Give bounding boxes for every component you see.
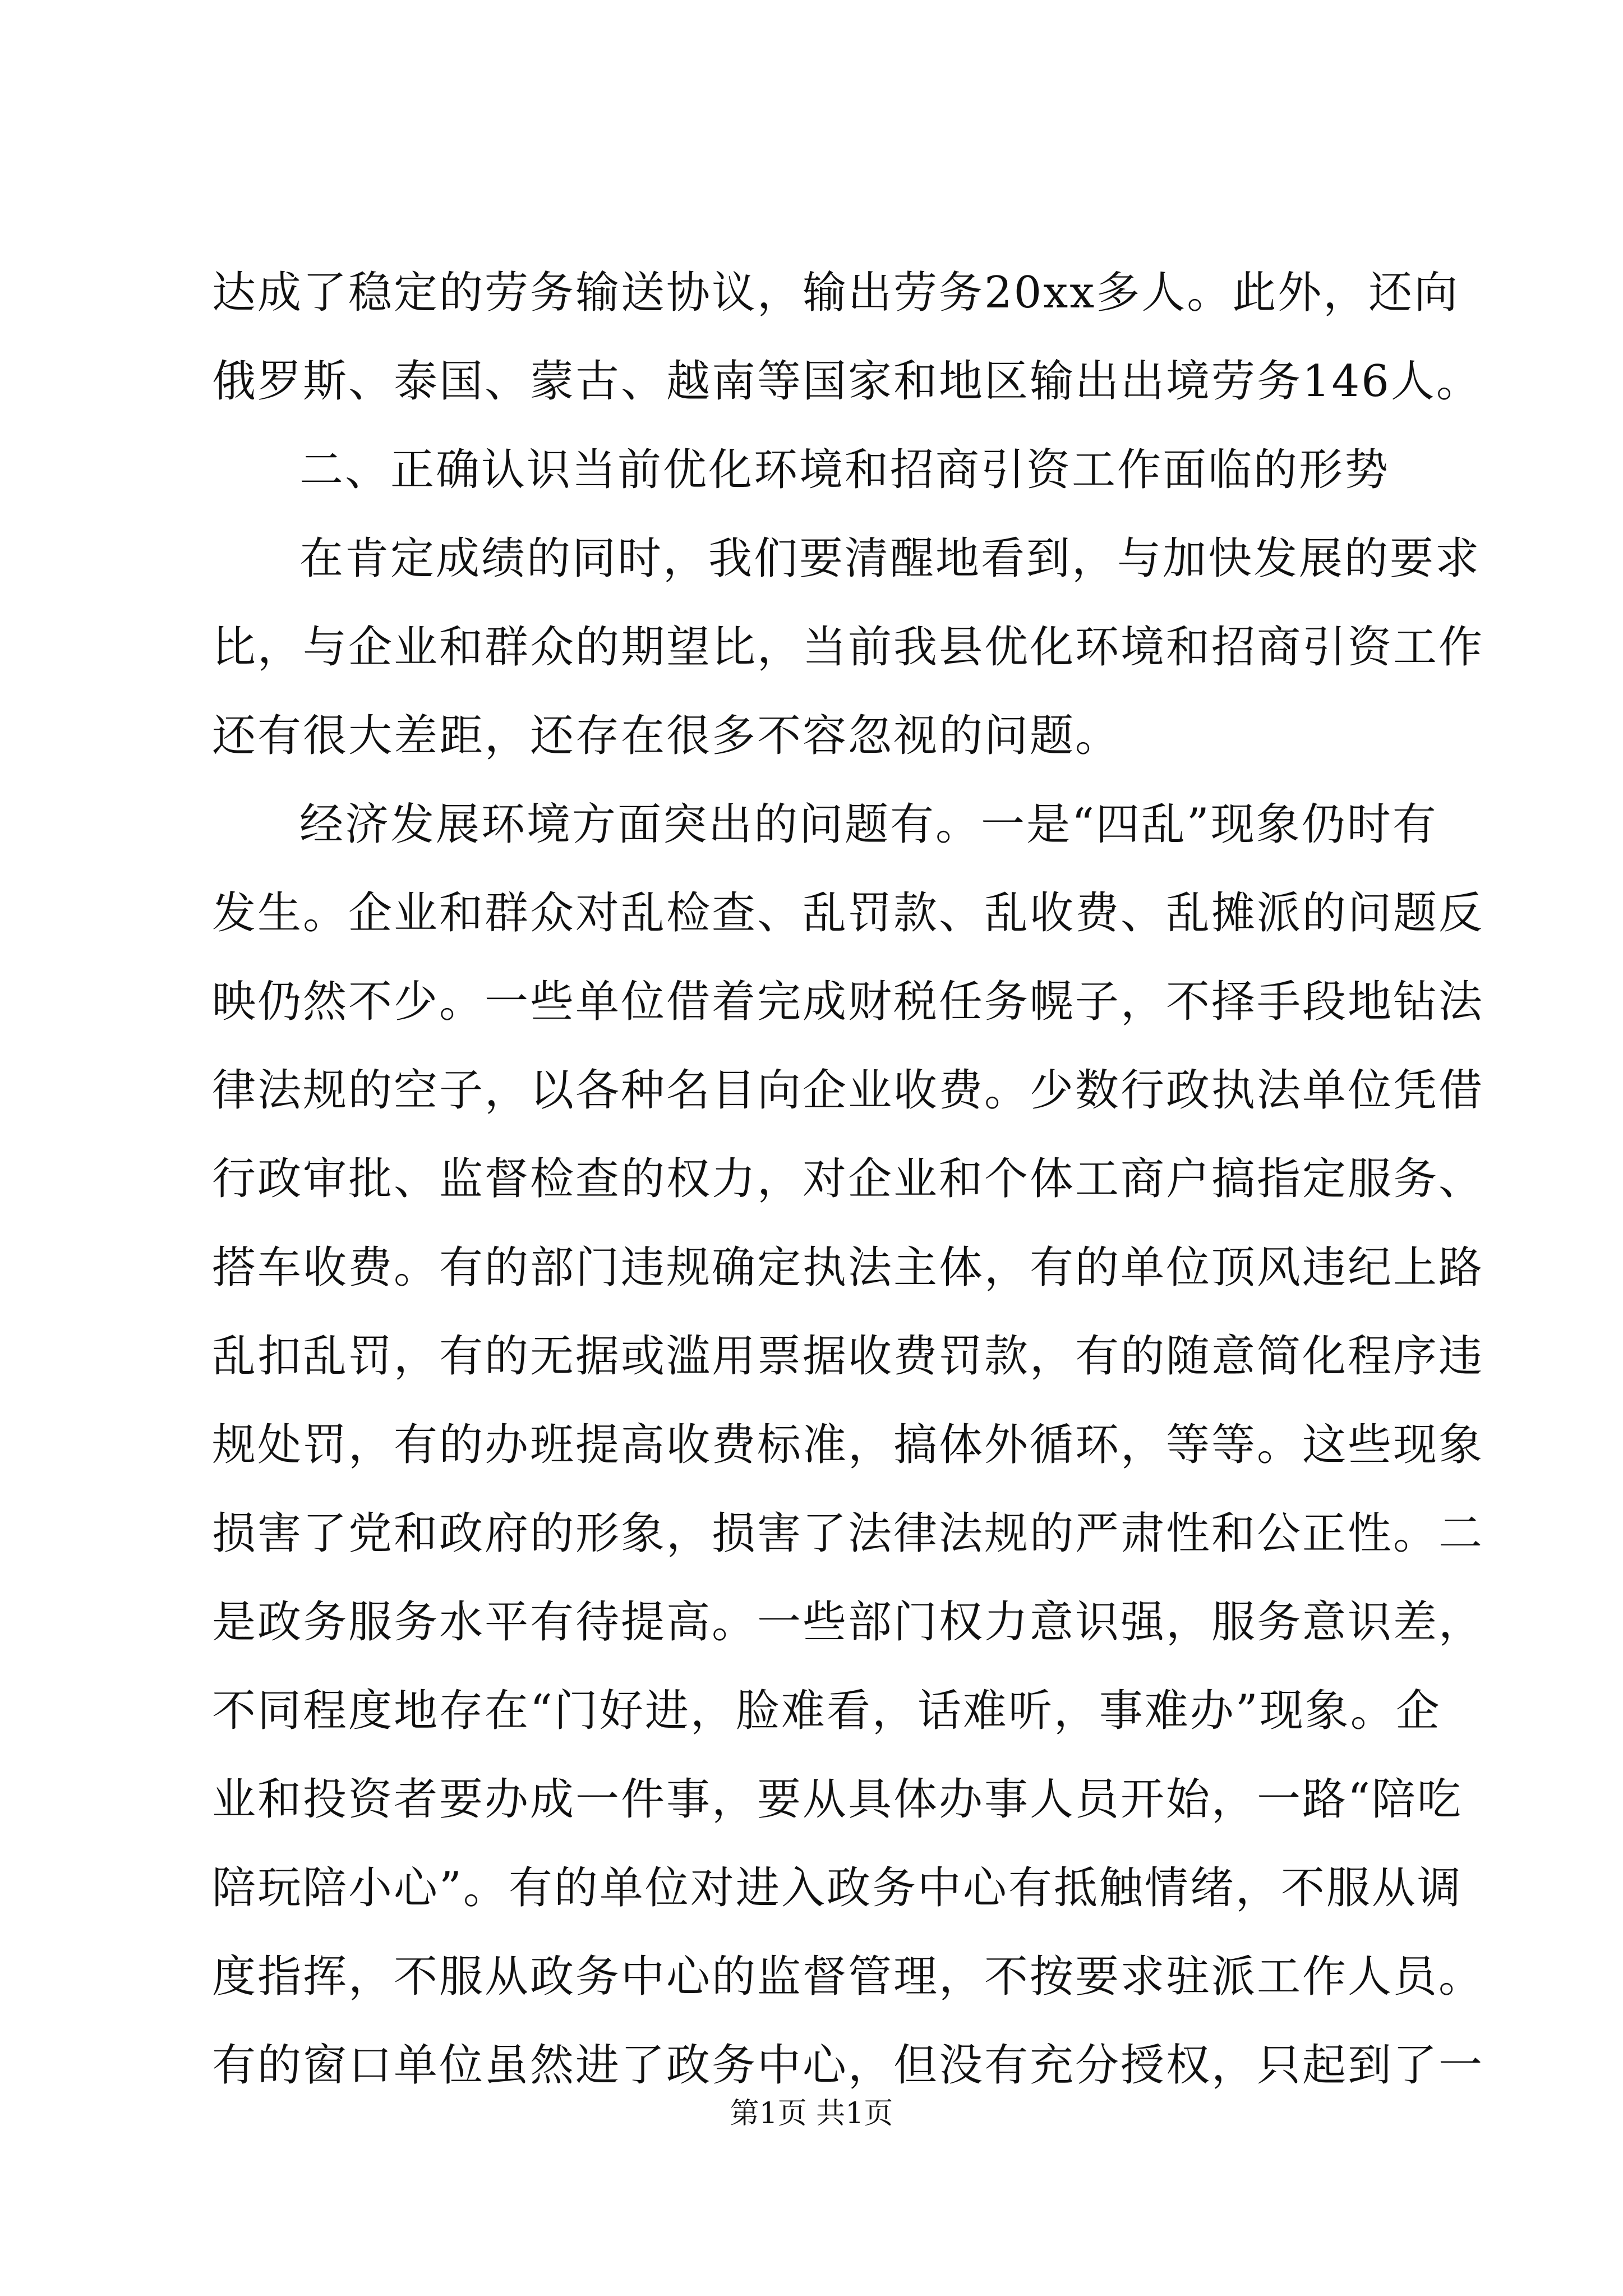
- text-line: 搭车收费。有的部门违规确定执法主体，有的单位顶风违纪上路: [212, 1243, 1484, 1293]
- text-line: 业和投资者要办成一件事，要从具体办事人员开始，一路“陪吃: [212, 1774, 1463, 1825]
- text-line: 不同程度地存在“门好进，脸难看，话难听，事难办”现象。企: [212, 1686, 1441, 1736]
- text-line: 行政审批、监督检查的权力，对企业和个体工商户搞指定服务、: [212, 1154, 1484, 1204]
- text-line: 还有很大差距，还存在很多不容忽视的问题。: [212, 711, 1121, 761]
- text-line: 在肯定成绩的同时，我们要清醒地看到，与加快发展的要求: [299, 533, 1481, 584]
- page-footer: 第1页 共1页: [730, 2097, 893, 2131]
- text-line: 陪玩陪小心”。有的单位对进入政务中心有抵触情绪，不服从调: [212, 1863, 1463, 1913]
- text-line: 发生。企业和群众对乱检查、乱罚款、乱收费、乱摊派的问题反: [212, 888, 1484, 938]
- section-heading: 二、正确认识当前优化环境和招商引资工作面临的形势: [299, 445, 1390, 495]
- text-line: 律法规的空子，以各种名目向企业收费。少数行政执法单位凭借: [212, 1065, 1484, 1116]
- text-line: 损害了党和政府的形象，损害了法律法规的严肃性和公正性。二: [212, 1508, 1484, 1559]
- text-line: 映仍然不少。一些单位借着完成财税任务幌子，不择手段地钻法: [212, 977, 1484, 1027]
- text-line: 达成了稳定的劳务输送协议，输出劳务20xx多人。此外，还向: [212, 268, 1460, 318]
- text-line: 规处罚，有的办班提高收费标准，搞体外循环，等等。这些现象: [212, 1420, 1484, 1470]
- text-line: 度指挥，不服从政务中心的监督管理，不按要求驻派工作人员。: [212, 1952, 1484, 2002]
- text-line: 俄罗斯、泰国、蒙古、越南等国家和地区输出出境劳务146人。: [212, 356, 1482, 407]
- text-line: 比，与企业和群众的期望比，当前我县优化环境和招商引资工作: [212, 622, 1484, 673]
- text-line: 乱扣乱罚，有的无据或滥用票据收费罚款，有的随意简化程序违: [212, 1331, 1484, 1382]
- text-line: 有的窗口单位虽然进了政务中心，但没有充分授权，只起到了一: [212, 2040, 1484, 2091]
- document-body: [212, 268, 1484, 2129]
- text-line: 经济发展环境方面突出的问题有。一是“四乱”现象仍时有: [299, 799, 1438, 850]
- text-line: 是政务服务水平有待提高。一些部门权力意识强，服务意识差，: [212, 1597, 1484, 1648]
